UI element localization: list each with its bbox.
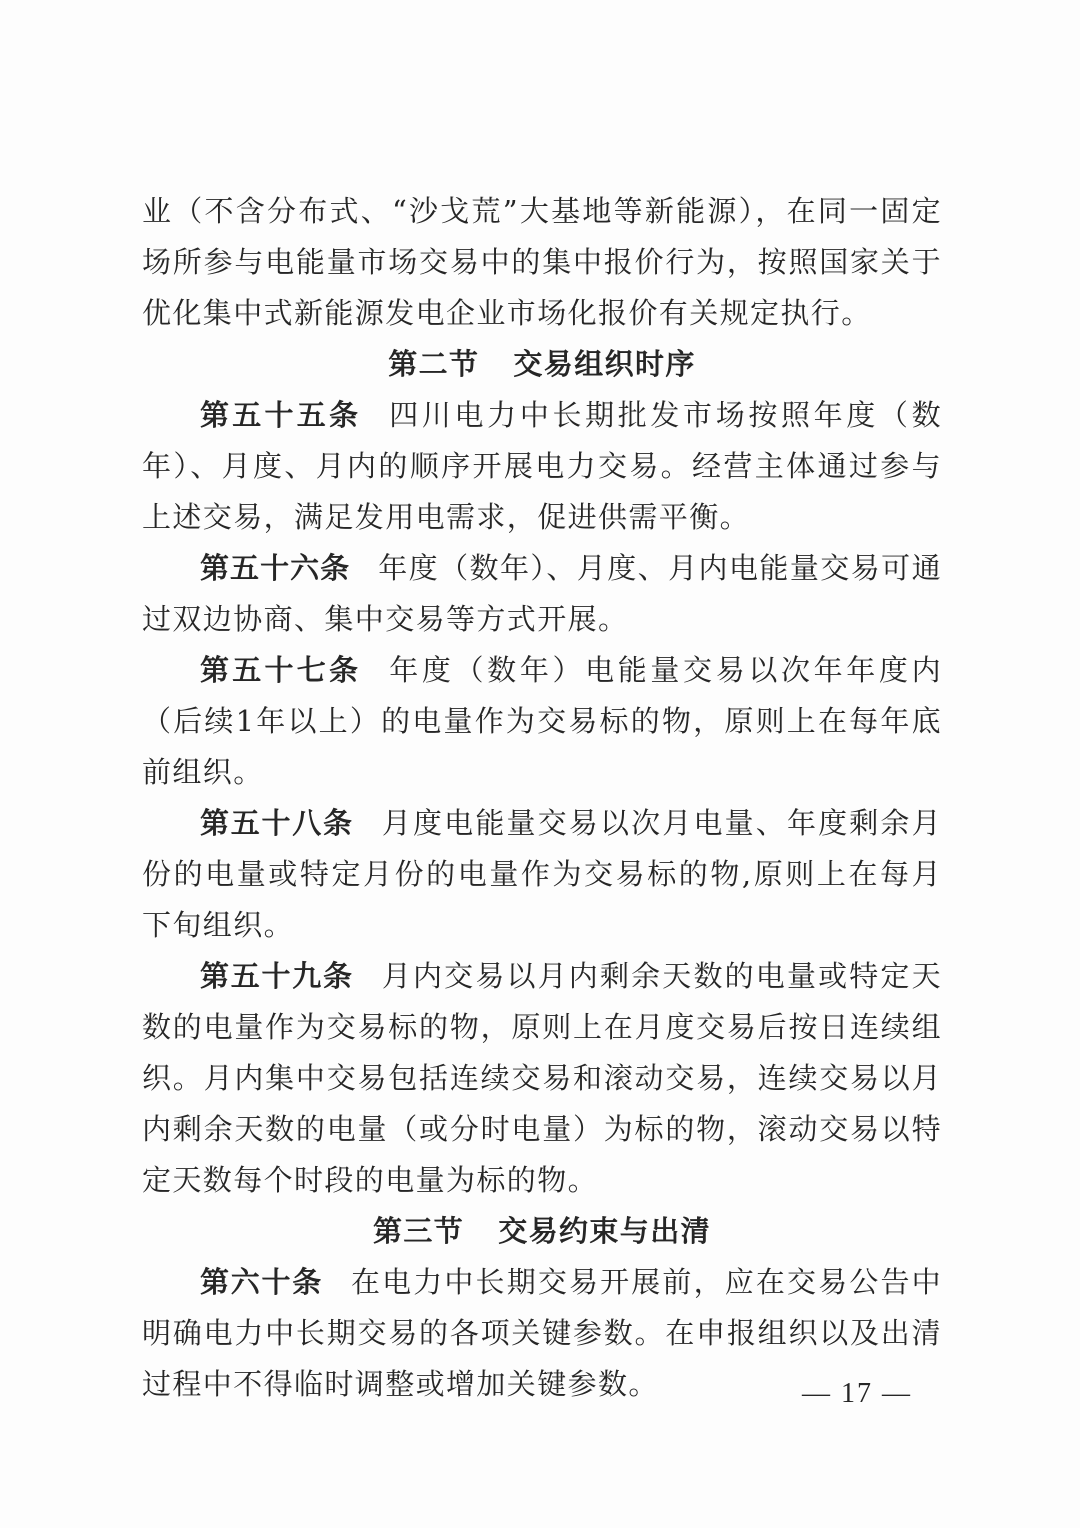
section-title: 交易组织时序 (513, 347, 696, 381)
article-number: 第五十九条 (200, 959, 354, 993)
article-paragraph (142, 798, 942, 951)
article-paragraph (142, 645, 942, 798)
article-text: 在电力中长期交易开展前，应在交易公告中明确电力中长期交易的各项关键参数。在申报组织以及出清过程中不得临时调整或增加关键参数。 (142, 1265, 942, 1401)
article-text: 四川电力中长期批发市场按照年度（数年）、月度、月内的顺序开展电力交易。经营主体通过参与上述交易，满足发用电需求，促进供需平衡。 (142, 398, 942, 534)
article-number: 第五十五条 (200, 398, 362, 432)
paragraph-text: 业（不含分布式、“沙戈荒”大基地等新能源），在同一固定场所参与电能量市场交易中的集中报价行为，按照国家关于优化集中式新能源发电企业市场化报价有关规定执行。 (142, 194, 942, 330)
article-paragraph (142, 390, 942, 543)
section-title: 交易约束与出清 (498, 1214, 711, 1248)
article-paragraph (142, 951, 942, 1206)
article-number: 第五十八条 (200, 806, 354, 840)
article-text: 年度（数年）、月度、月内电能量交易可通过双边协商、集中交易等方式开展。 (142, 551, 942, 636)
article-text: 年度（数年）电能量交易以次年年度内（后续1年以上）的电量作为交易标的物，原则上在每年底前组织。 (142, 653, 942, 789)
section-number: 第三节 (372, 1214, 465, 1248)
page-number: — 17 — (802, 1378, 912, 1409)
section-heading (142, 339, 942, 390)
section-number: 第二节 (388, 347, 480, 381)
article-number: 第六十条 (200, 1265, 323, 1299)
article-paragraph (142, 543, 942, 645)
article-text: 月度电能量交易以次月电量、年度剩余月份的电量或特定月份的电量作为交易标的物,原则上在每月下旬组织。 (142, 806, 942, 942)
continued-paragraph (142, 186, 942, 339)
article-number: 第五十六条 (200, 551, 351, 585)
article-number: 第五十七条 (200, 653, 362, 687)
section-heading (142, 1206, 942, 1257)
document-body (142, 186, 942, 1410)
article-text: 月内交易以月内剩余天数的电量或特定天数的电量作为交易标的物，原则上在月度交易后按日连续组织。月内集中交易包括连续交易和滚动交易，连续交易以月内剩余天数的电量（或分时电量）为标的物，滚动交易以特定天数每个时段的电量为标的物。 (142, 959, 942, 1197)
